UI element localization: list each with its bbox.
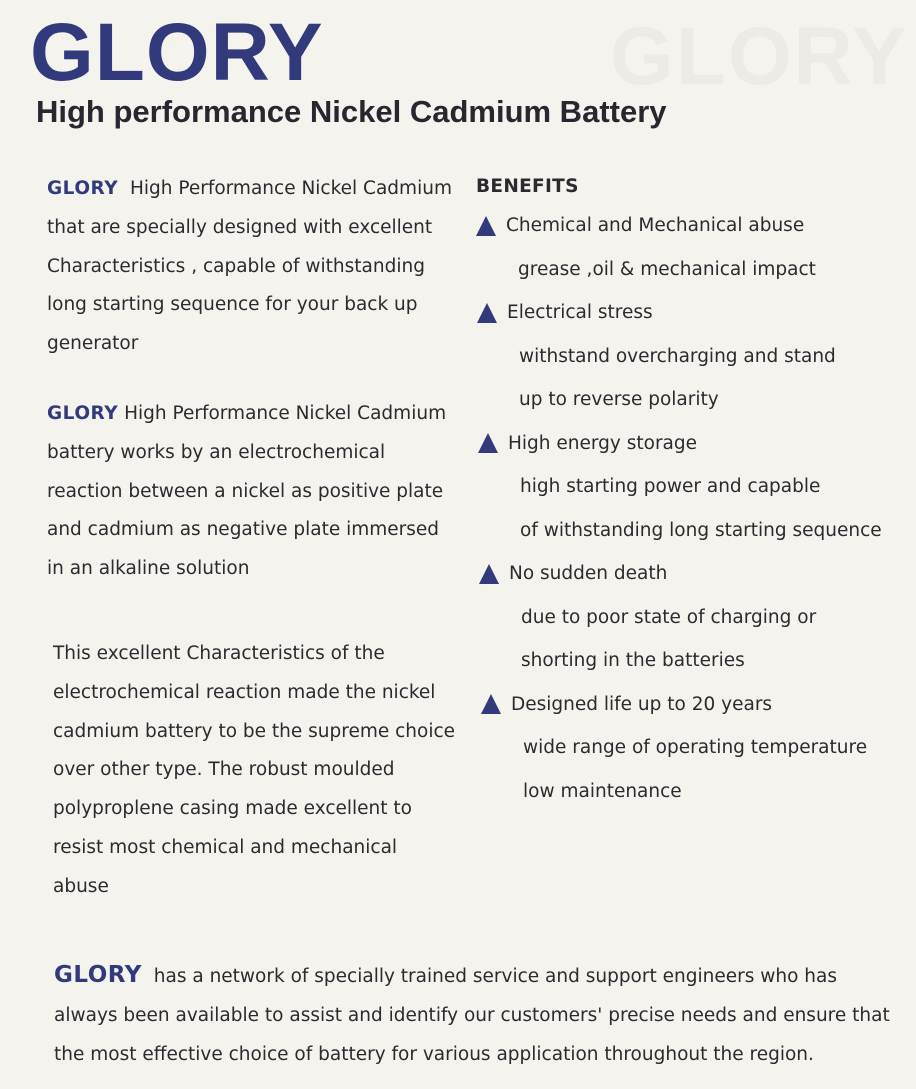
paragraph-text: High Performance Nickel Cadmium battery works by an electrochemical reaction between a nickel as positive plate and cadmium as negative plate immersed in an alkaline solution: [47, 402, 447, 580]
brand-inline: GLORY: [47, 402, 119, 424]
page-subtitle: High performance Nickel Cadmium Battery: [36, 94, 667, 129]
benefits-list: [476, 204, 906, 813]
benefit-detail: up to reverse polarity: [519, 389, 719, 410]
benefit-detail: shorting in the batteries: [521, 650, 745, 671]
triangle-bullet-icon: [481, 694, 501, 714]
triangle-bullet-icon: [476, 216, 496, 236]
benefit-detail: high starting power and capable: [520, 476, 821, 497]
triangle-bullet-icon: [478, 433, 498, 453]
benefits-heading: BENEFITS: [476, 176, 579, 197]
brand-inline: GLORY: [54, 962, 142, 988]
description-paragraph-2: [47, 395, 457, 589]
benefit-item: [481, 683, 906, 814]
footer-text: has a network of specially trained service and support engineers who has always been available to assist and identify our customers' precise needs and ensure that the most effective choice of battery for various application throughout the region.: [54, 966, 890, 1065]
benefit-detail: due to poor state of charging or: [521, 606, 817, 628]
benefit-detail: low maintenance: [523, 780, 682, 802]
benefit-item: [478, 422, 906, 553]
benefit-title-text: High energy storage: [508, 432, 698, 454]
benefit-title: [478, 422, 906, 466]
benefit-title: [476, 204, 906, 248]
benefit-title-text: No sudden death: [509, 563, 668, 584]
benefit-detail: withstand overcharging and stand: [519, 345, 836, 367]
benefit-title: [477, 291, 906, 335]
benefit-title: [479, 552, 906, 596]
triangle-bullet-icon: [477, 303, 497, 323]
description-paragraph-3: [53, 635, 457, 907]
benefits-column: [476, 170, 906, 813]
watermark-logo: GLORY: [610, 11, 909, 102]
benefit-detail: wide range of operating temperature: [523, 737, 868, 758]
benefit-title-text: Designed life up to 20 years: [511, 693, 773, 715]
benefit-item: [479, 552, 906, 683]
triangle-bullet-icon: [479, 564, 499, 584]
description-paragraph-1: [47, 170, 457, 364]
benefit-detail: of withstanding long starting sequence: [520, 519, 882, 541]
benefit-item: [477, 291, 906, 422]
benefit-detail: grease ,oil & mechanical impact: [518, 258, 816, 280]
brand-inline: GLORY: [47, 178, 119, 199]
brand-title: GLORY: [30, 7, 324, 98]
paragraph-text: This excellent Characteristics of the electrochemical reaction made the nickel cadmium battery to be the supreme choice over other type. The robust moulded polyproplene casing made excellent to resist most chemical and mechanical abuse: [53, 642, 456, 897]
description-column: [47, 170, 457, 907]
paragraph-text: High Performance Nickel Cadmium that are specially designed with excellent Characteristics , capable of withstanding long starting sequence for your back up generator: [47, 178, 452, 355]
benefit-title: [481, 683, 906, 727]
benefit-title-text: Electrical stress: [507, 302, 653, 323]
benefit-title-text: Chemical and Mechanical abuse: [506, 215, 805, 236]
benefit-item: [476, 204, 906, 291]
footer-paragraph: [54, 956, 904, 1074]
